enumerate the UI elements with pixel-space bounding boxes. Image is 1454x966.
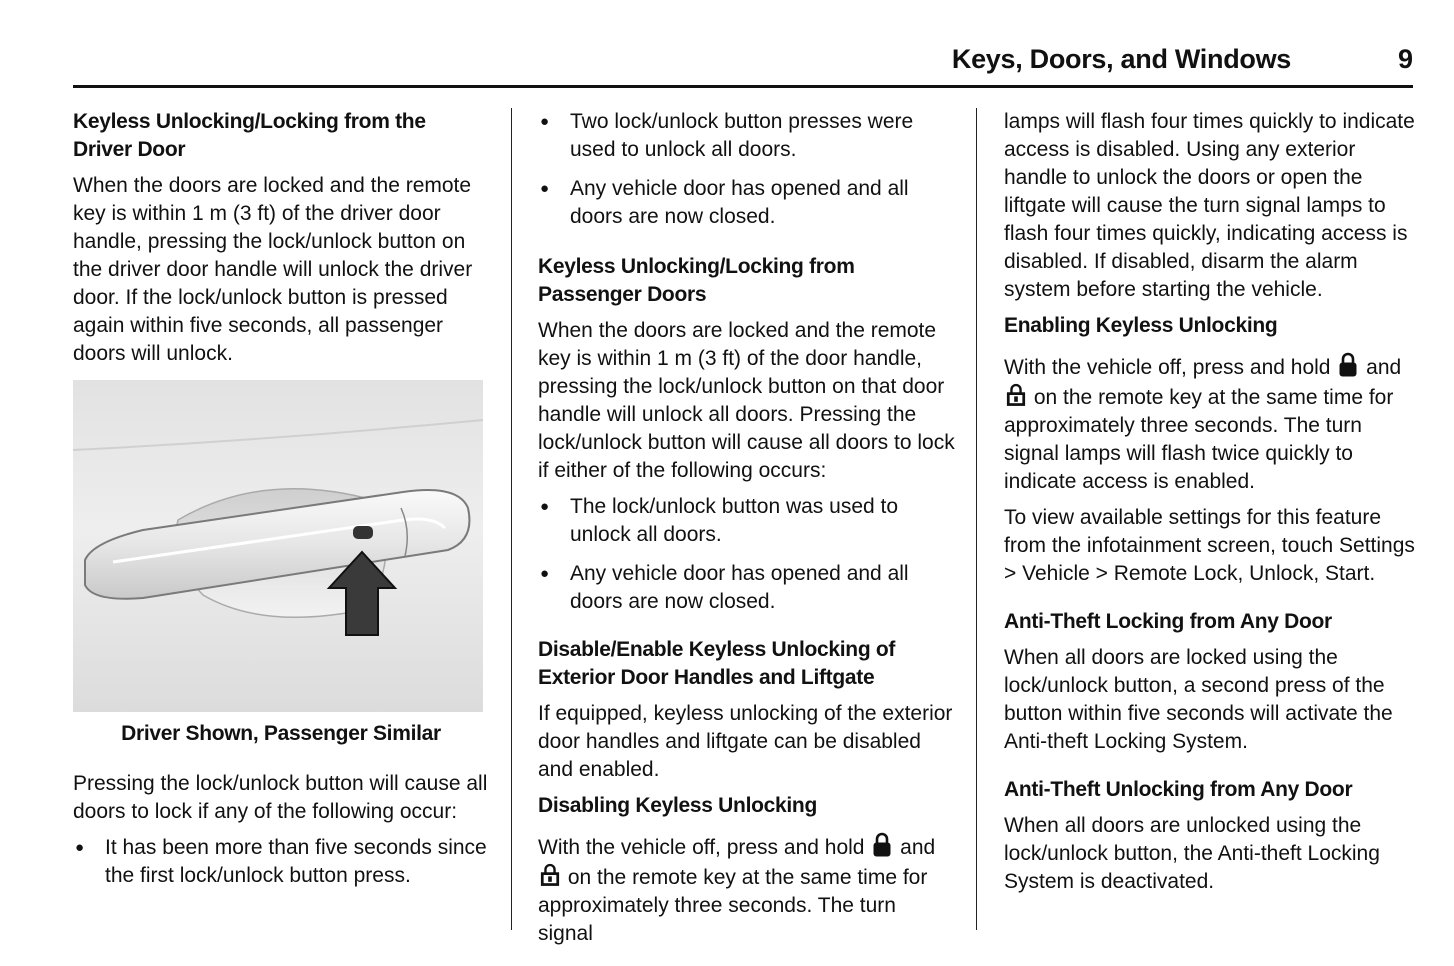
column-divider <box>511 108 512 930</box>
paragraph: If equipped, keyless unlocking of the exterior door handles and liftgate can be disabled and enabled. <box>538 702 953 781</box>
paragraph: When all doors are locked using the lock/unlock button, a second press of the button within five seconds will activate the Anti-theft Locking System. <box>1004 646 1393 753</box>
heading-keyless-passenger-doors: Keyless Unlocking/Locking from Passenger Doors <box>538 255 855 306</box>
heading-enabling: Enabling Keyless Unlocking <box>1004 314 1278 337</box>
text: With the vehicle off, press and hold <box>1004 356 1331 379</box>
paragraph-disabling <box>538 832 956 948</box>
heading-anti-theft-locking: Anti-Theft Locking from Any Door <box>1004 610 1332 633</box>
text: and <box>900 836 936 859</box>
door-handle-illustration <box>73 380 483 712</box>
column-1 <box>73 108 489 901</box>
list-item: ● It has been more than five seconds since the first lock/unlock button press. <box>73 834 489 890</box>
heading-keyless-driver-door: Keyless Unlocking/Locking from the Driver Door <box>73 110 426 161</box>
paragraph: When the doors are locked and the remote key is within 1 m (3 ft) of the driver door handle, pressing the lock/unlock button on the driver door handle will unlock the driver door. If the lock/unlock button is pressed again within five seconds, all passenger doors will unlock. <box>73 174 473 365</box>
door-handle-drawing <box>73 380 483 712</box>
lock-unlock-button <box>353 526 373 539</box>
figure-caption: Driver Shown, Passenger Similar <box>121 722 441 745</box>
unlock-icon <box>540 862 560 888</box>
list-item: ● Any vehicle door has opened and all doors are now closed. <box>538 560 956 616</box>
column-3 <box>1004 108 1418 896</box>
list-item: ● Two lock/unlock button presses were used to unlock all doors. <box>538 108 956 164</box>
page-header <box>73 40 1413 88</box>
heading-anti-theft-unlocking: Anti-Theft Unlocking from Any Door <box>1004 778 1353 801</box>
column-2 <box>538 108 956 948</box>
heading-disabling: Disabling Keyless Unlocking <box>538 794 817 817</box>
bullet-list <box>538 493 956 616</box>
paragraph: lamps will flash four times quickly to indicate access is disabled. Using any exterior handle to unlock the doors or open the liftgate will cause the turn signal lamps to flash four times quickly, indicating access is disabled. If disabled, disarm the alarm system before starting the vehicle. <box>1004 110 1415 301</box>
paragraph: Pressing the lock/unlock button will cause all doors to lock if any of the following occur: <box>73 772 488 823</box>
paragraph: When the doors are locked and the remote key is within 1 m (3 ft) of the door handle, pressing the lock/unlock button on that door handle will unlock all doors. Pressing the lock/unlock button will cause all doors to lock if either of the following occurs: <box>538 319 955 482</box>
page-number: 9 <box>1397 44 1413 74</box>
text: With the vehicle off, press and hold <box>538 836 865 859</box>
paragraph: To view available settings for this feature from the infotainment screen, touch Settings > Vehicle > Remote Lock, Unlock, Start. <box>1004 506 1415 585</box>
paragraph: When all doors are unlocked using the lock/unlock button, the Anti-theft Locking System is deactivated. <box>1004 814 1380 893</box>
column-divider <box>976 108 977 930</box>
section-title: Keys, Doors, and Windows <box>951 44 1291 74</box>
list-item: ● The lock/unlock button was used to unlock all doors. <box>538 493 956 549</box>
unlock-icon <box>1006 382 1026 408</box>
list-item: ● Any vehicle door has opened and all doors are now closed. <box>538 175 956 231</box>
lock-icon <box>1338 352 1358 378</box>
lock-icon <box>872 832 892 858</box>
heading-disable-enable: Disable/Enable Keyless Unlocking of Exterior Door Handles and Liftgate <box>538 638 896 689</box>
paragraph-enabling <box>1004 352 1418 496</box>
bullet-list <box>538 108 956 231</box>
text: and <box>1366 356 1402 379</box>
bullet-list <box>73 834 489 890</box>
text: on the remote key at the same time for approximately three seconds. The turn signal <box>538 866 928 945</box>
text: on the remote key at the same time for approximately three seconds. The turn signal lamps will flash twice quickly to indicate access is enabled. <box>1004 386 1394 493</box>
